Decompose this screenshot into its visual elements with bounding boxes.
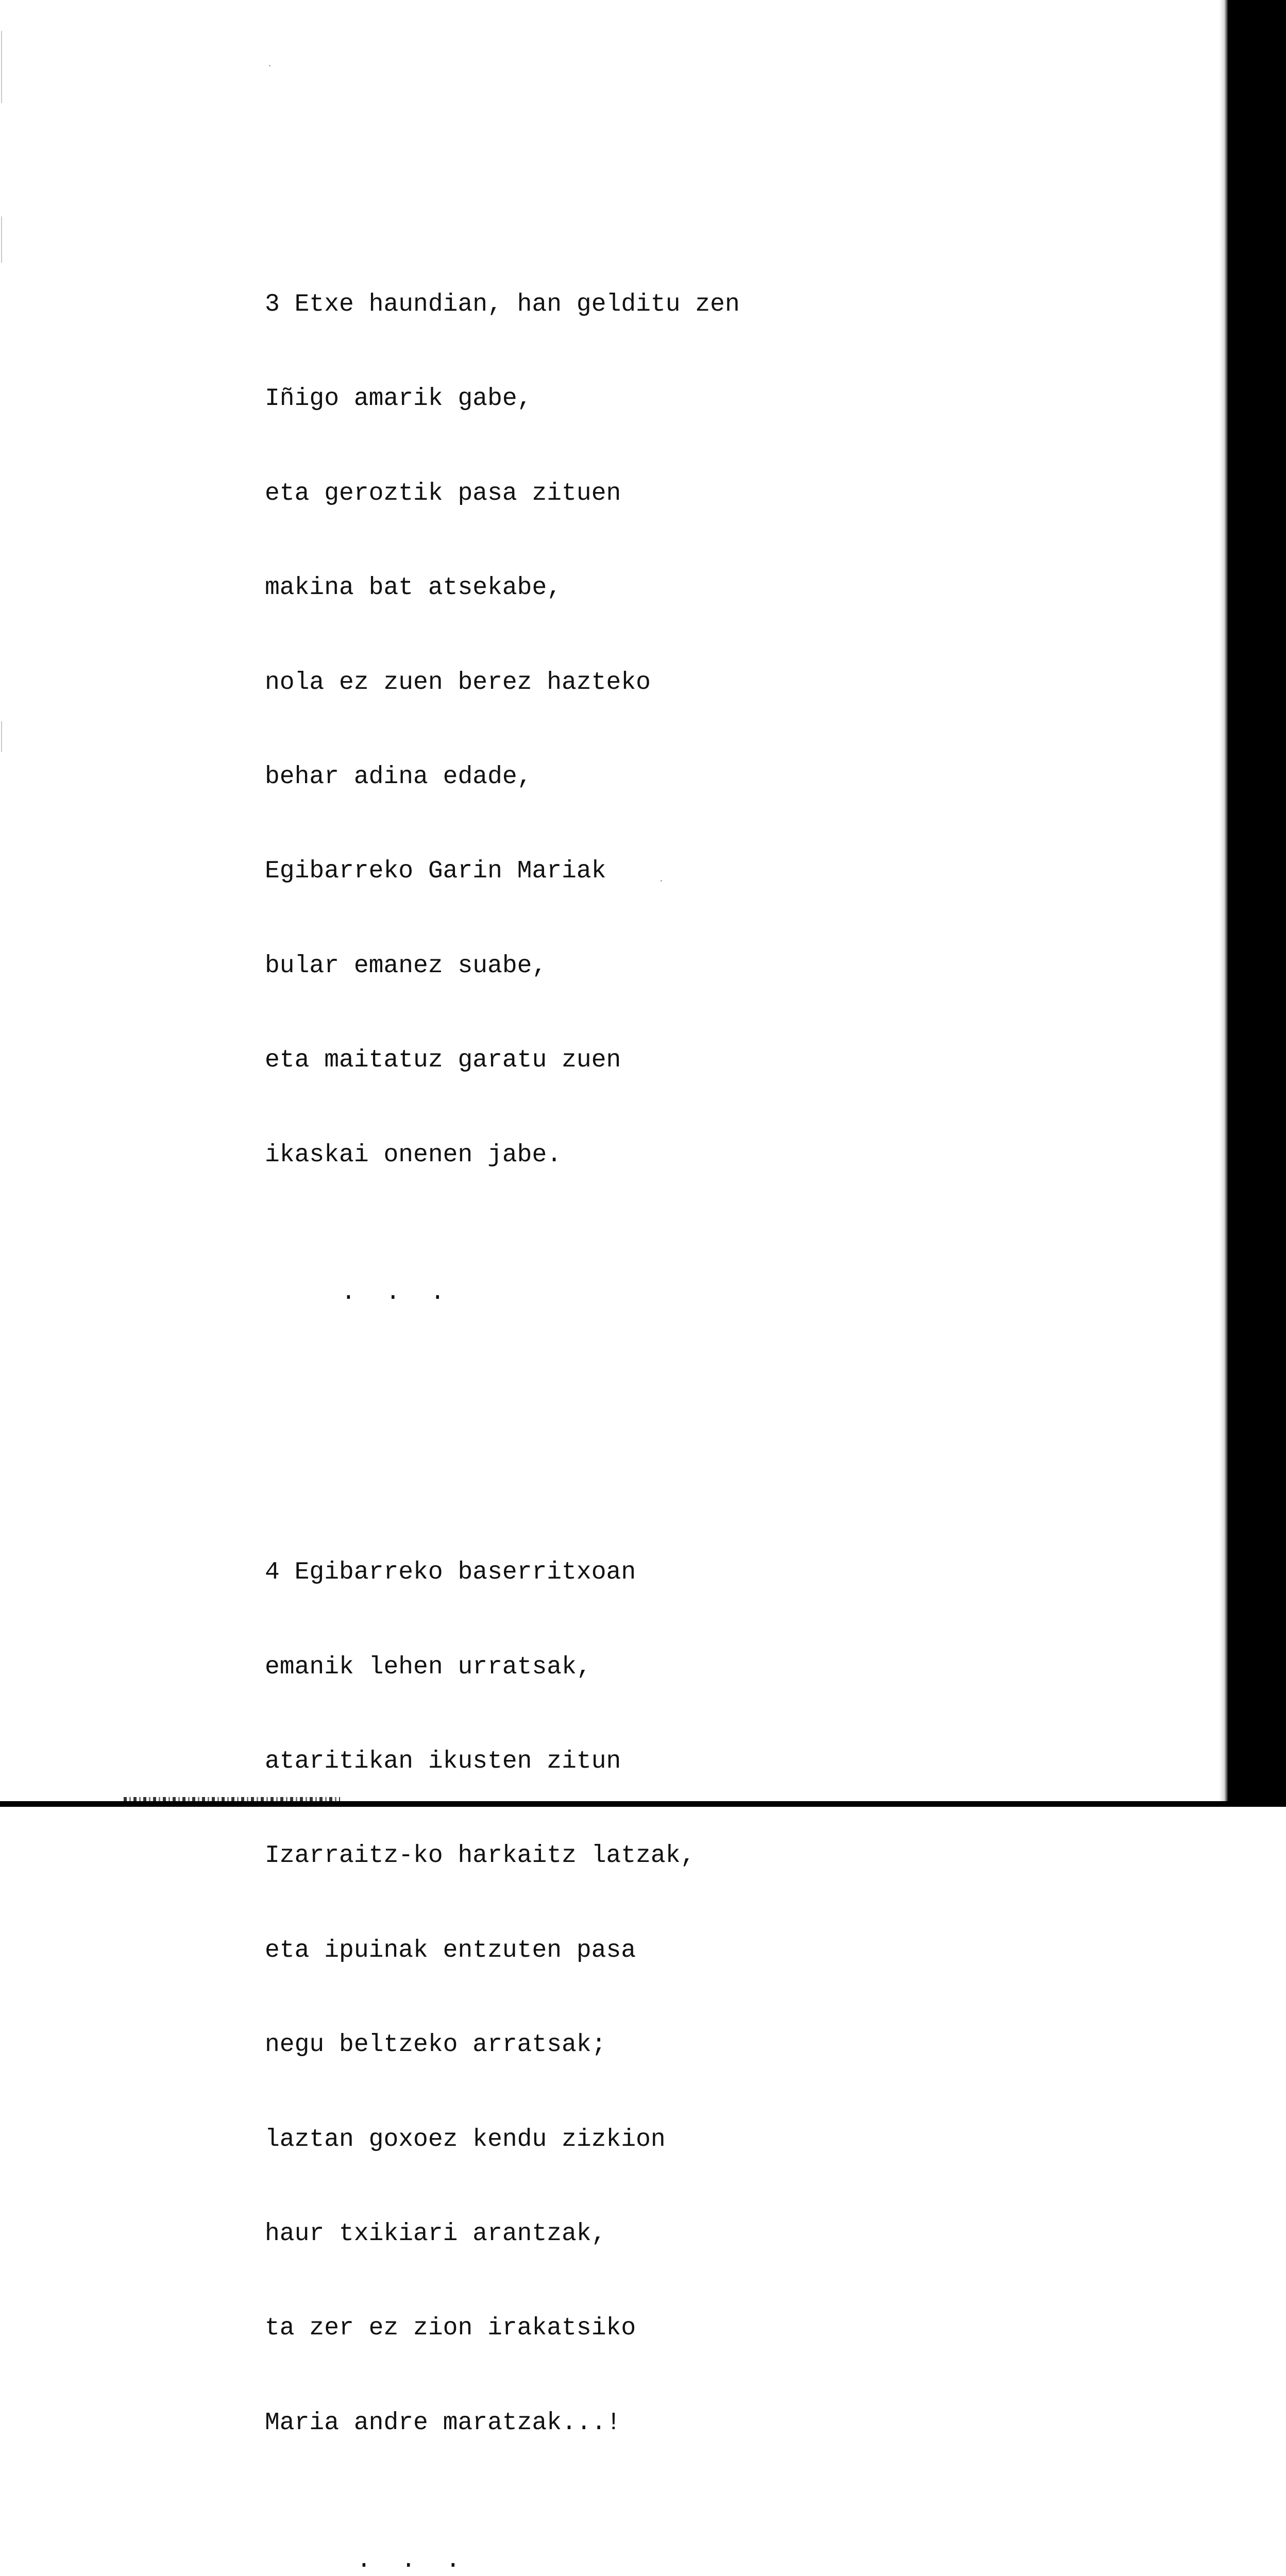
stanza-separator: . . . [357, 2547, 468, 2575]
stanza-3 [265, 230, 740, 1414]
verse-line: 3 Etxe haundian, han gelditu zen [265, 291, 740, 318]
verse-line: 4 Egibarreko baserritxoan [265, 1558, 636, 1587]
verse-line: laztan goxoez kendu zizkion [265, 2125, 666, 2154]
poem-body [265, 146, 740, 2576]
verse-line: haur txikiari arantzak, [265, 2220, 606, 2248]
scan-edge-shadow [1219, 0, 1228, 1807]
verse-line: ataritikan ikusten zitun [265, 1748, 621, 1776]
verse-line: Izarraitz-ko harkaitz latzak, [265, 1842, 696, 1870]
verse-line: behar adina edade, [265, 762, 532, 791]
verse-line: eta geroztik pasa zituen [265, 479, 621, 507]
stanza-4 [265, 1498, 740, 2576]
verse-line: negu beltzeko arratsak; [265, 2031, 606, 2059]
verse-line: emanik lehen urratsak, [265, 1653, 591, 1681]
verse-line: makina bat atsekabe, [265, 574, 562, 602]
verse-line: eta ipuinak entzuten pasa [265, 1936, 636, 1964]
verse-line: nola ez zuen berez hazteko [265, 668, 651, 697]
verse-line: Egibarreko Garin Mariak [265, 857, 606, 886]
verse-line: Maria andre maratzak...! [265, 2409, 621, 2437]
scan-right-border [1228, 0, 1286, 1807]
verse-line: ikaskai onenen jabe. [265, 1141, 562, 1169]
verse-line: ta zer ez zion irakatsiko [265, 2314, 636, 2343]
scan-margin-mark [1, 31, 2, 103]
verse-line: bular emanez suabe, [265, 952, 547, 980]
verse-line: Iñigo amarik gabe, [265, 385, 532, 413]
scan-margin-mark [1, 721, 2, 752]
scan-bottom-border [0, 1801, 1286, 1807]
scan-margin-mark [1, 216, 2, 263]
scan-speck [269, 65, 270, 66]
verse-line: eta maitatuz garatu zuen [265, 1046, 621, 1075]
scan-bottom-fringe [124, 1797, 340, 1801]
stanza-separator: . . . [341, 1278, 453, 1307]
